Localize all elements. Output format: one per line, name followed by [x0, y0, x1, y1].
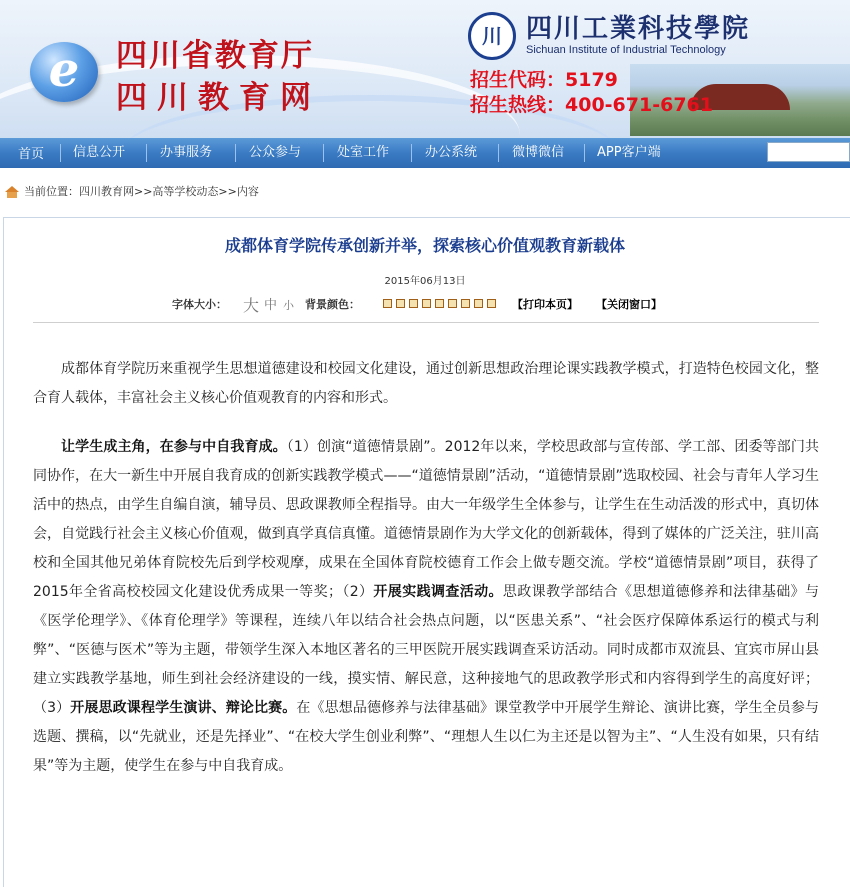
article-date: 2015年06月13日: [384, 276, 466, 287]
font-size-label: 字体大小：: [172, 298, 227, 311]
font-size-large[interactable]: 大: [243, 296, 260, 315]
nav-divider: [498, 144, 499, 162]
nav-divider: [146, 144, 147, 162]
bg-swatch[interactable]: [448, 299, 457, 308]
close-window-link[interactable]: 【关闭窗口】: [596, 298, 662, 311]
article-title: 成都体育学院传承创新并举，探索核心价值观教育新载体: [224, 236, 625, 255]
breadcrumb: [0, 178, 850, 206]
nav-participation[interactable]: 公众参与: [249, 145, 302, 160]
bg-swatch[interactable]: [409, 299, 418, 308]
article-paragraph-2: [33, 433, 819, 781]
main-nav: [0, 138, 850, 168]
paragraph-text: （1）创演“道德情景剧”。2012年以来，学校思政部与宣传部、学工部、团委等部门共同协作，在大一新生中开展自我育成的创新实践教学模式——“道德情景剧”活动，“道德情景剧”选取校园、社会与青年人学习生活中的热点，由学生自编自演，辅导员、思政课教师全程指导。由大一年级学生全体参与，让学生在生动活泼的形式中，真切体会，自觉践行社会主义核心价值观，做到真学真信真懂。道德情景剧作为大学文化的创新载体，得到了媒体的广泛关注，驻川高校和全国其他兄弟体育院校先后到学校观摩，成果在全国体育院校德育工作会上做专题交流。学校“道德情景剧”项目，获得了2015年全省高校校园文化建设优秀成果一等奖；: [33, 439, 819, 600]
nav-weibo-wechat[interactable]: 微博微信: [512, 145, 565, 160]
nav-office-system[interactable]: 办公系统: [425, 145, 478, 160]
article-paragraph-1: 成都体育学院历来重视学生思想道德建设和校园文化建设，通过创新思想政治理论课实践教学模式，打造特色校园文化，整合育人载体，丰富社会主义核心价值观教育的内容和形式。: [33, 361, 819, 406]
school-ad-banner[interactable]: [460, 8, 850, 136]
bg-swatch[interactable]: [461, 299, 470, 308]
nav-services[interactable]: 办事服务: [160, 145, 213, 160]
nav-app[interactable]: APP客户端: [597, 145, 661, 160]
font-size-medium[interactable]: 中: [264, 298, 278, 313]
school-name: 四川工業科技學院: [526, 14, 751, 44]
bg-swatch[interactable]: [487, 299, 496, 308]
bg-swatch[interactable]: [474, 299, 483, 308]
site-title-line2: 四川教育网: [116, 80, 321, 116]
font-size-small[interactable]: 小: [283, 299, 294, 312]
paragraph-lead: 开展思政课程学生演讲、辩论比赛。: [70, 700, 297, 716]
nav-divider: [411, 144, 412, 162]
bg-swatch[interactable]: [422, 299, 431, 308]
search-input[interactable]: [767, 142, 850, 162]
recruit-hotline: 招生热线：400-671-6761: [470, 94, 713, 116]
breadcrumb-text[interactable]: 当前位置：四川教育网>>高等学校动态>>内容: [24, 185, 259, 198]
nav-dept-work[interactable]: 处室工作: [337, 145, 390, 160]
title-divider: [33, 322, 819, 323]
paragraph-lead: 让学生成主角，在参与中自我育成。: [61, 439, 287, 455]
school-seal-icon: 川: [468, 12, 516, 60]
paragraph-text: （2）: [341, 584, 374, 600]
paragraph-text: 思政课教学部结合《思想道德修养和法律基础》与《医学伦理学》、《体育伦理学》等课程，连续八年以结合社会热点问题，以“医患关系”、“社会医疗保障体系运行的模式与利弊”、“医德与医术”等为主题，带领学生深入本地区著名的三甲医院开展实践调查采访活动。同时成都市双流县、宜宾市屏山县建立实践教学基地，师生到社会经济建设的一线，摸实情、解民意，这种接地气的思政教学形式和内容得到学生的高度好评；: [33, 584, 820, 687]
print-page-link[interactable]: 【打印本页】: [512, 298, 578, 311]
nav-divider: [323, 144, 324, 162]
nav-home[interactable]: 首页: [18, 147, 45, 162]
bg-swatch[interactable]: [435, 299, 444, 308]
paragraph-text: （3）: [33, 700, 71, 716]
home-icon: [5, 186, 19, 198]
header-banner: [0, 0, 850, 138]
nav-divider: [584, 144, 585, 162]
nav-info-public[interactable]: 信息公开: [73, 145, 126, 160]
article-toolbar: [0, 294, 850, 315]
nav-divider: [60, 144, 61, 162]
paragraph-lead: 开展实践调查活动。: [373, 584, 503, 600]
school-name-en: Sichuan Institute of Industrial Technology: [526, 44, 726, 56]
recruit-code: 招生代码：5179: [470, 69, 618, 91]
site-logo-icon[interactable]: e: [30, 42, 98, 102]
site-title-line1: 四川省教育厅: [116, 38, 314, 74]
nav-divider: [235, 144, 236, 162]
bg-color-label: 背景颜色：: [305, 298, 360, 311]
bg-swatch[interactable]: [383, 299, 392, 308]
bg-swatch[interactable]: [396, 299, 405, 308]
paragraph-text: 在《思想品德修养与法律基础》课堂教学中开展学生辩论、演讲比赛，学生全员参与选题、撰稿，以“先就业，还是先择业”、“在校大学生创业利弊”、“理想人生以仁为主还是以智为主”、“人生没有如果，只有结果”等为主题，使学生在参与中自我育成。: [33, 700, 819, 774]
